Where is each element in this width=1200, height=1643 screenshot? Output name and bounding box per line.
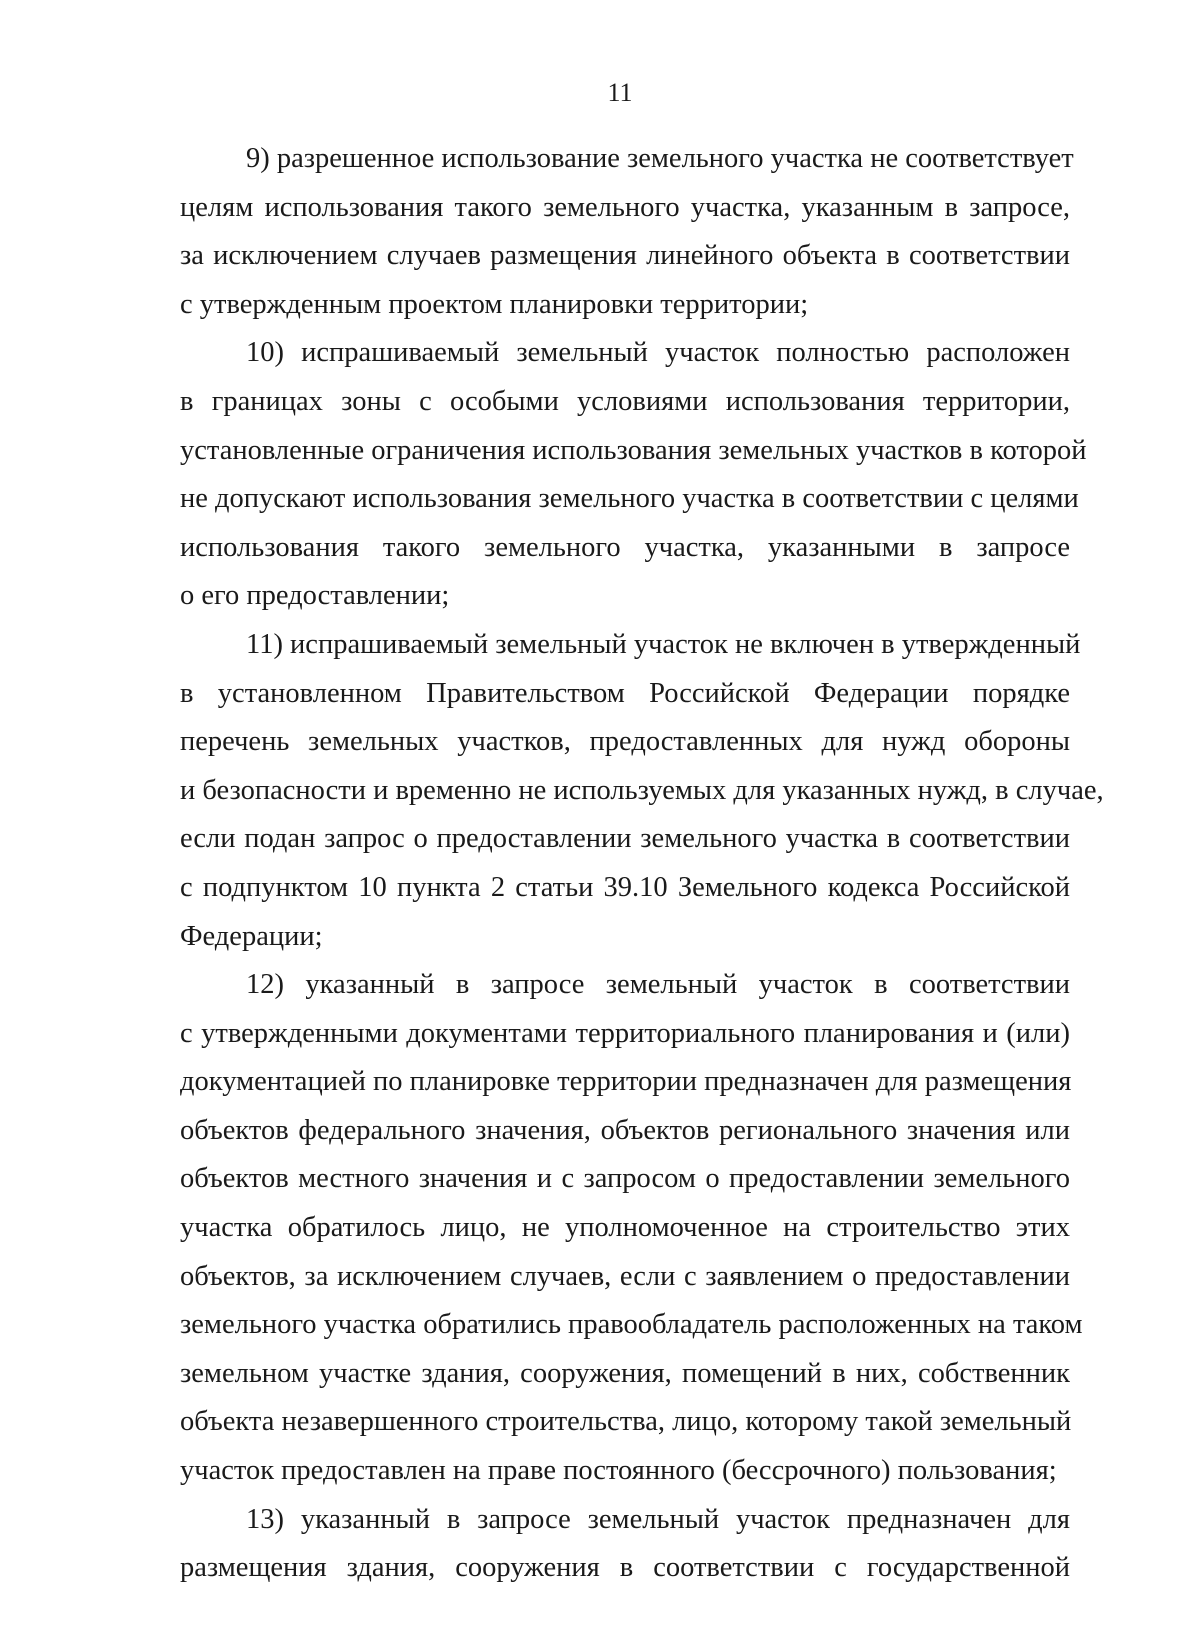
text-line: использования такого земельного участка, указанными в запросе bbox=[180, 531, 1070, 563]
text-line: земельного участка обратились правообладатель расположенных на таком bbox=[180, 1309, 1083, 1341]
text-line: не допускают использования земельного участка в соответствии с целями bbox=[180, 483, 1079, 515]
text-line: за исключением случаев размещения линейного объекта в соответствии bbox=[180, 240, 1070, 272]
text-line: объектов, за исключением случаев, если с заявлением о предоставлении bbox=[180, 1260, 1070, 1292]
text-line: о его предоставлении; bbox=[180, 580, 450, 612]
text-line: целям использования такого земельного участка, указанным в запросе, bbox=[180, 191, 1070, 223]
text-line: с подпунктом 10 пункта 2 статьи 39.10 Земельного кодекса Российской bbox=[180, 871, 1070, 903]
text-line: земельном участке здания, сооружения, помещений в них, собственник bbox=[180, 1357, 1070, 1389]
text-line: перечень земельных участков, предоставленных для нужд обороны bbox=[180, 726, 1070, 758]
paragraph bbox=[180, 961, 1083, 1496]
text-line: 13) указанный в запросе земельный участок предназначен для bbox=[246, 1503, 1070, 1535]
text-line: объектов федерального значения, объектов регионального значения или bbox=[180, 1114, 1070, 1146]
paragraph bbox=[180, 1496, 1070, 1593]
document-body bbox=[180, 135, 1104, 1593]
text-line: 9) разрешенное использование земельного участка не соответствует bbox=[246, 143, 1074, 174]
text-line: размещения здания, сооружения в соответствии с государственной bbox=[180, 1552, 1070, 1584]
paragraph bbox=[180, 135, 1074, 329]
text-line: 10) испрашиваемый земельный участок полностью расположен bbox=[246, 337, 1070, 369]
paragraph bbox=[180, 329, 1087, 621]
paragraph bbox=[180, 621, 1104, 961]
text-line: в границах зоны с особыми условиями использования территории, bbox=[180, 385, 1070, 417]
text-line: Федерации; bbox=[180, 920, 323, 952]
text-line: участка обратилось лицо, не уполномоченное на строительство этих bbox=[180, 1212, 1070, 1244]
text-line: с утвержденным проектом планировки территории; bbox=[180, 288, 809, 320]
text-line: документацией по планировке территории предназначен для размещения bbox=[180, 1066, 1072, 1098]
page-number: 11 bbox=[607, 78, 633, 107]
text-line: если подан запрос о предоставлении земельного участка в соответствии bbox=[180, 823, 1070, 855]
text-line: объекта незавершенного строительства, лицо, которому такой земельный bbox=[180, 1406, 1072, 1438]
text-line: установленные ограничения использования земельных участков в которой bbox=[180, 434, 1087, 466]
text-line: 11) испрашиваемый земельный участок не включен в утвержденный bbox=[246, 628, 1081, 660]
text-line: с утвержденными документами территориального планирования и (или) bbox=[180, 1017, 1070, 1049]
text-line: в установленном Правительством Российской Федерации порядке bbox=[180, 677, 1070, 709]
text-line: объектов местного значения и с запросом о предоставлении земельного bbox=[180, 1163, 1070, 1195]
text-line: и безопасности и временно не используемых для указанных нужд, в случае, bbox=[180, 774, 1104, 806]
text-line: участок предоставлен на праве постоянного (бессрочного) пользования; bbox=[180, 1455, 1057, 1487]
text-line: 12) указанный в запросе земельный участок в соответствии bbox=[246, 969, 1070, 1001]
